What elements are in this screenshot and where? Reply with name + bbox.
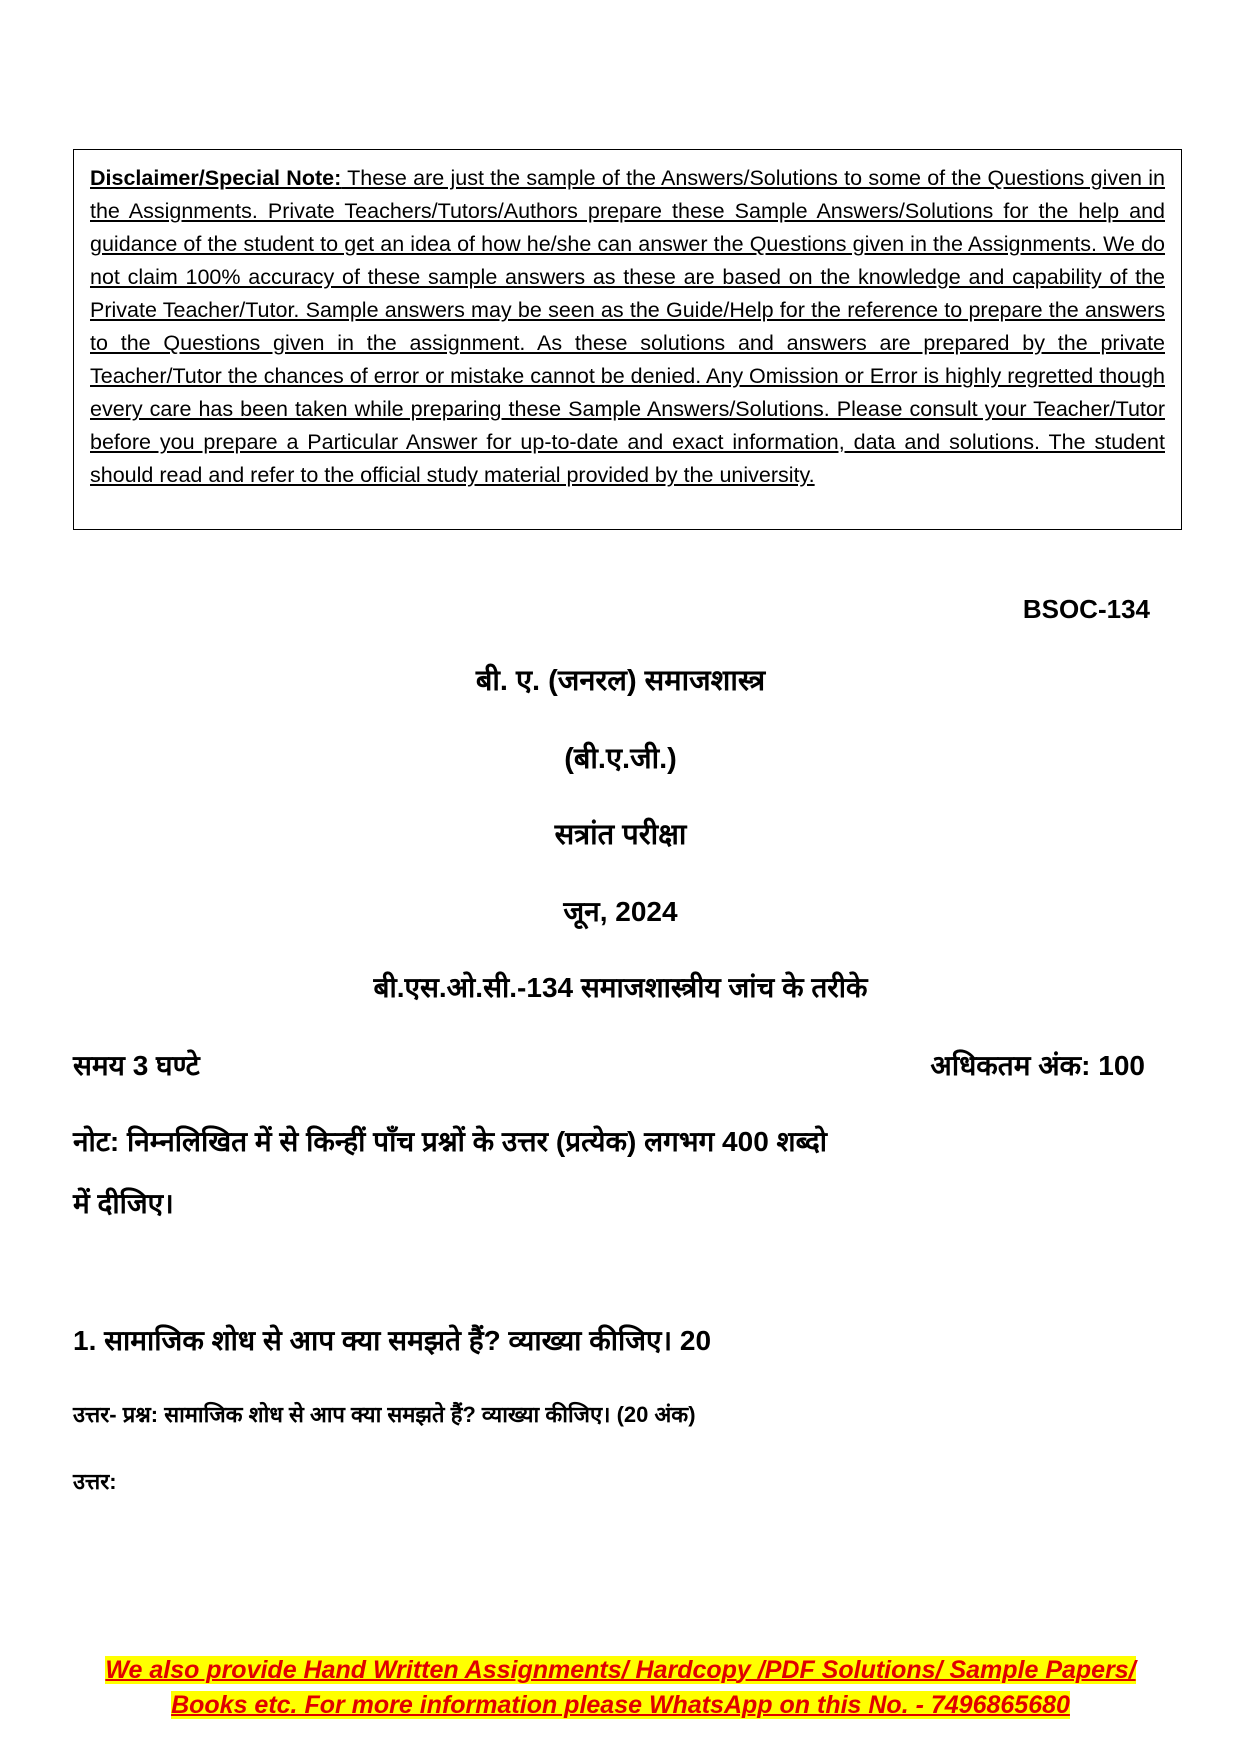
promo-banner-line-2: [0, 1691, 1241, 1720]
answer-label: उत्तर:: [73, 1469, 117, 1494]
disclaimer-body: These are just the sample of the Answers/Solutions to some of the Questions given in the Assignments. Private Teachers/Tutors/Authors prepare these Sample Answers/Solutions for the help and guidance of the student to get an idea of how he/she can answer the Questions given in the Assignments. We do not claim 100% accuracy of these sample answers as these are based on the knowledge and capability of the Private Teacher/Tutor. Sample answers may be seen as the Guide/Help for the reference to prepare the answers to the Questions given in the assignment. As these solutions and answers are prepared by the private Teacher/Tutor the chances of error or mistake cannot be denied. Any Omission or Error is highly regretted though every care has been taken while preparing these Sample Answers/Solutions. Please consult your Teacher/Tutor before you prepare a Particular Answer for up-to-date and exact information, data and solutions. The student should read and refer to the official study material provided by the university.: [90, 166, 1166, 487]
promo-text-2: Books etc. For more information please WhatsApp on this No. - 7496865680: [171, 1691, 1070, 1719]
disclaimer-text: [90, 162, 1165, 492]
title-programme: बी. ए. (जनरल) समाजशास्त्र: [475, 665, 766, 697]
title-exam: सत्रांत परीक्षा: [554, 819, 687, 851]
note-line-2: में दीजिए।: [73, 1188, 174, 1219]
promo-text-1: We also provide Hand Written Assignments/ Hardcopy /PDF Solutions/ Sample Papers/: [105, 1656, 1136, 1684]
note-line-1: नोट: निम्नलिखित में से किन्हीं पाँच प्रश्नों के उत्तर (प्रत्येक) लगभग 400 शब्दो: [73, 1126, 828, 1157]
exam-time: समय 3 घण्टे: [73, 1050, 200, 1081]
title-abbrev: (बी.ए.जी.): [564, 743, 677, 775]
title-course: बी.एस.ओ.सी.-134 समाजशास्त्रीय जांच के तरीके: [373, 972, 868, 1003]
course-code: BSOC-134: [1022, 594, 1150, 624]
max-marks: अधिकतम अंक: 100: [930, 1050, 1145, 1081]
disclaimer-label: Disclaimer/Special Note:: [90, 166, 342, 190]
disclaimer-box: [73, 149, 1182, 530]
title-date: जून, 2024: [563, 896, 678, 927]
promo-banner-line-1: [0, 1656, 1241, 1685]
answer-prompt: उत्तर- प्रश्न: सामाजिक शोध से आप क्या समझते हैं? व्याख्या कीजिए। (20 अंक): [73, 1402, 696, 1427]
question-1: 1. सामाजिक शोध से आप क्या समझते हैं? व्याख्या कीजिए। 20: [73, 1325, 712, 1356]
